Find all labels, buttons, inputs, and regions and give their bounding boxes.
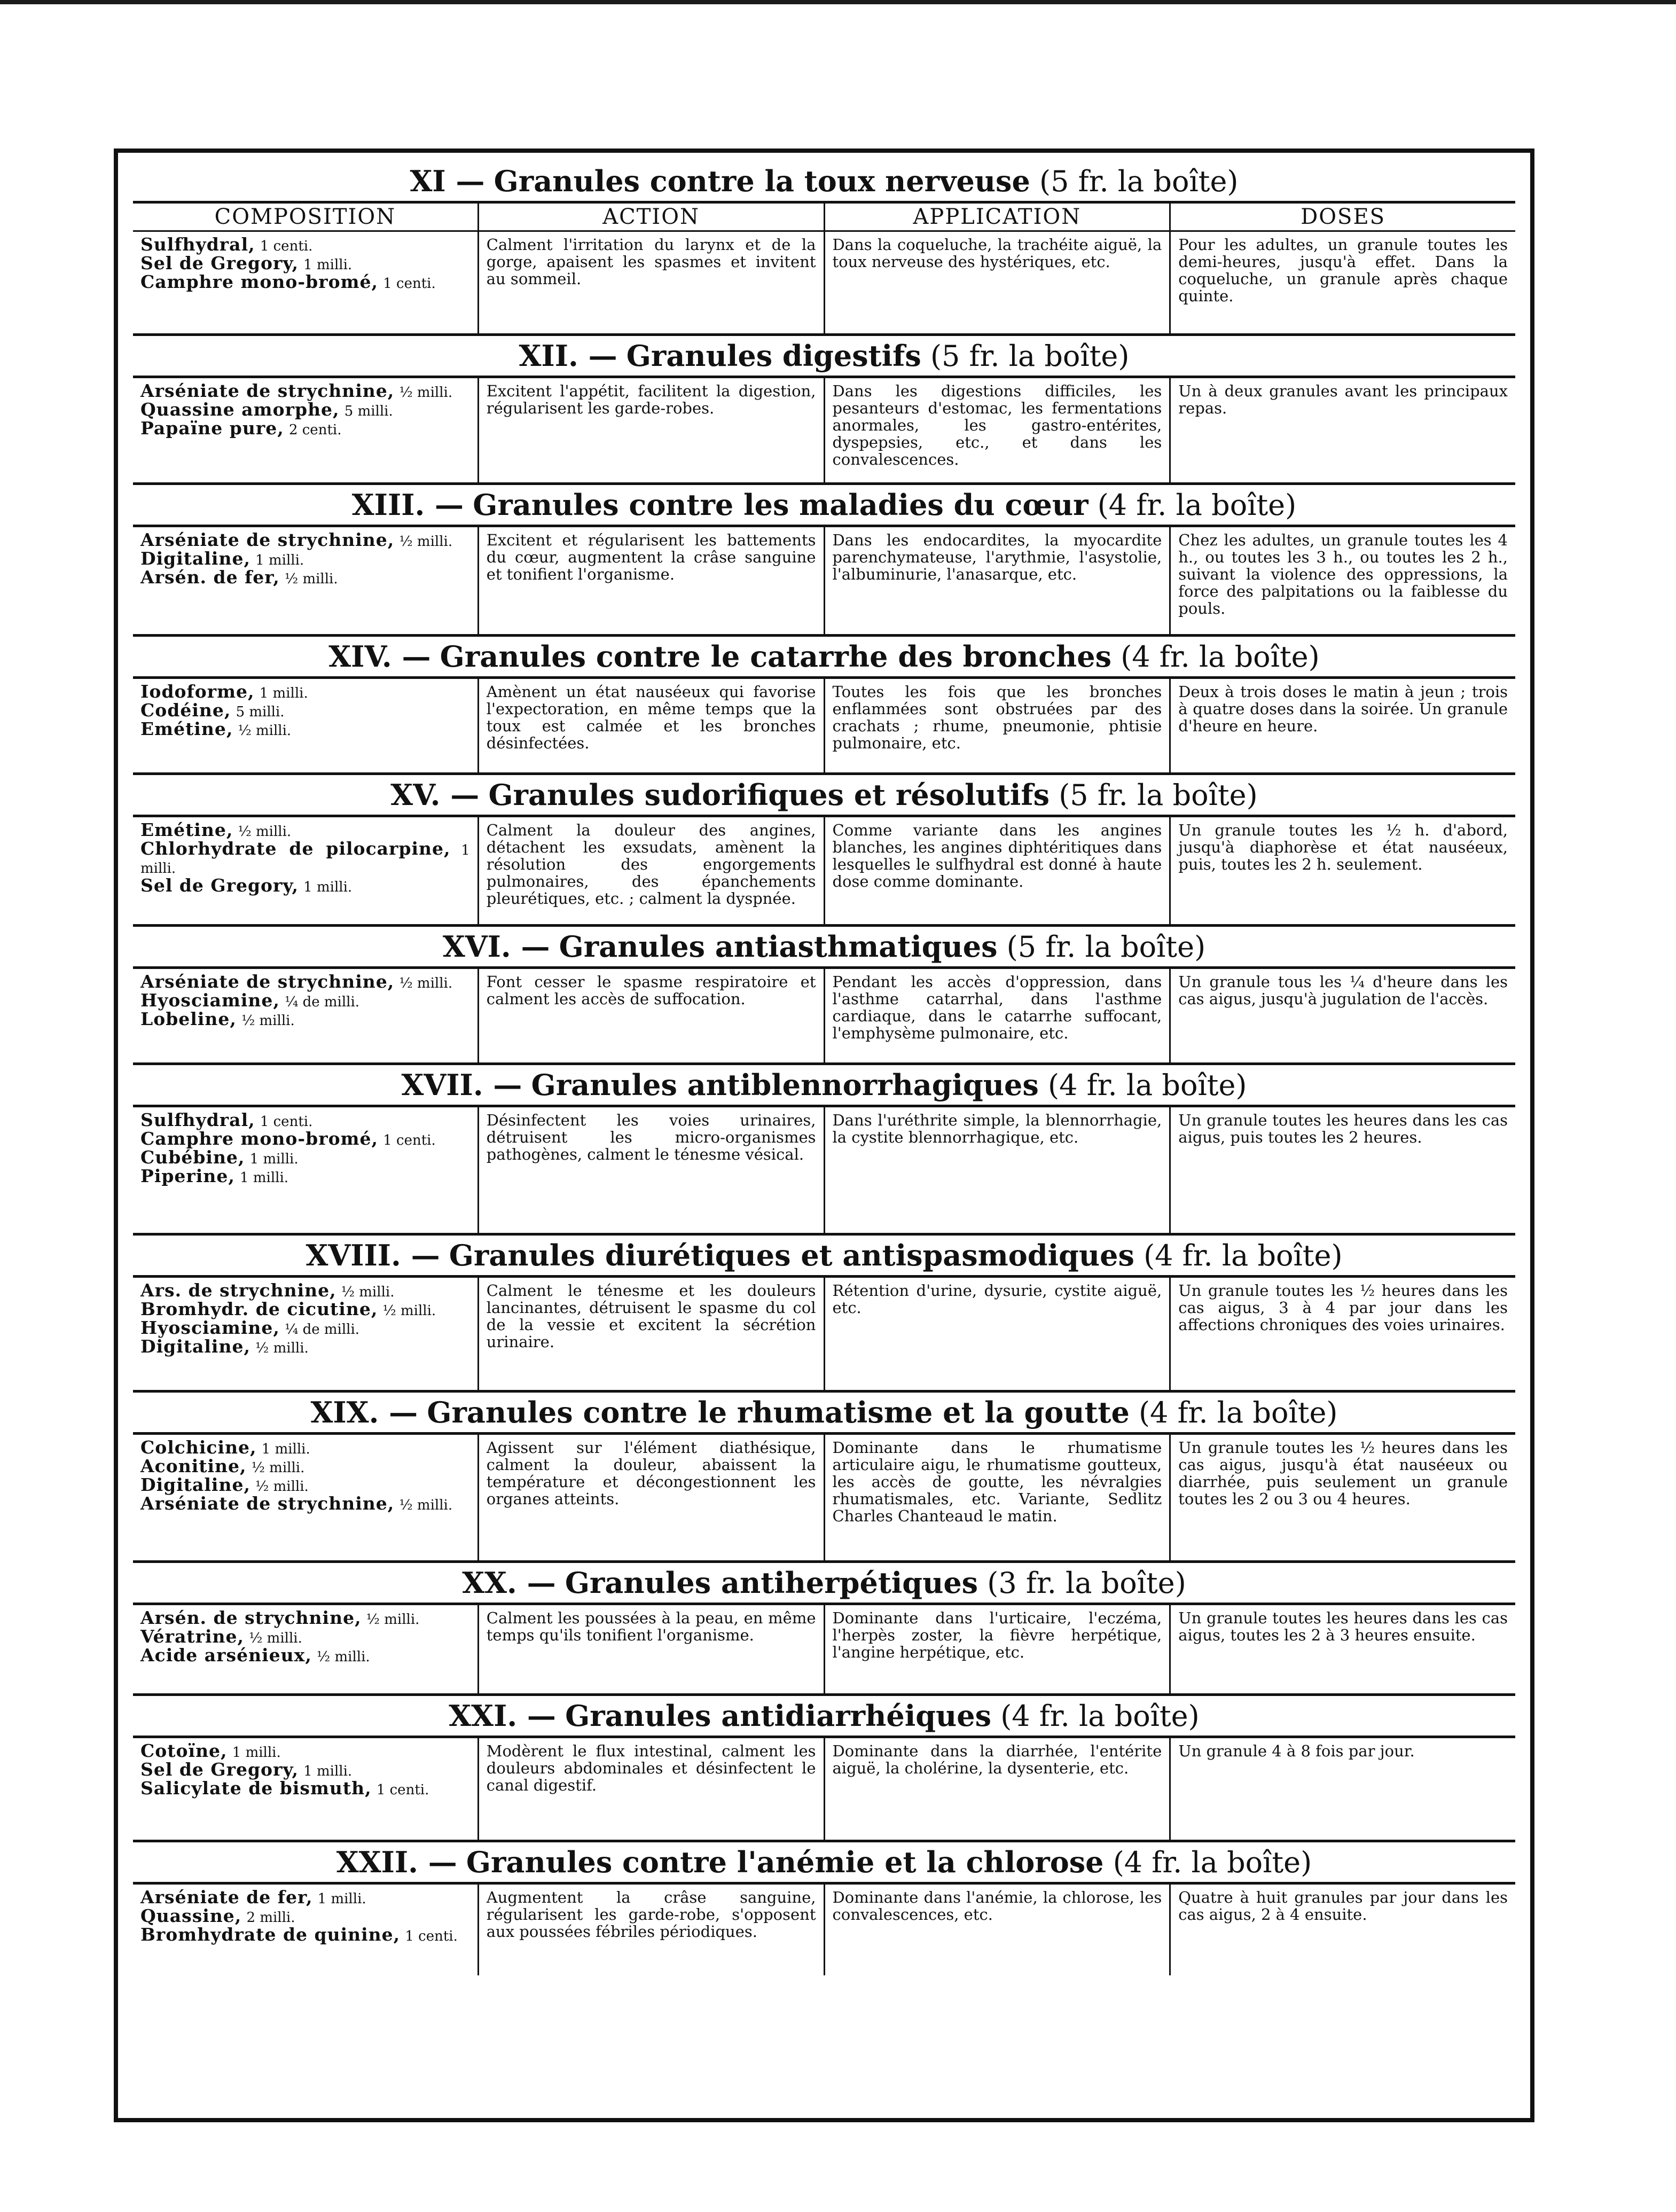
section-name: Granules antidiarrhéiques [565,1699,992,1733]
ingredient [140,382,470,401]
ingredient-name: Hyosciamine, [140,1317,280,1338]
action-cell: Modèrent le flux intestinal, calment les douleurs abdominales et désinfectent le canal digestif. [477,1738,824,1840]
ingredient [140,1282,470,1301]
ingredient-name: Sel de Gregory, [140,875,299,896]
application-cell: Rétention d'urine, dysurie, cystite aiguë, etc. [824,1278,1170,1390]
ingredient [140,1889,470,1908]
application-cell: Dominante dans l'anémie, la chlorose, les convalescences, etc. [824,1885,1170,1975]
section-grid [133,1435,1515,1563]
ingredient [140,1905,470,1926]
ingredient-dose: ¼ de milli. [285,1322,360,1338]
ingredient-name: Arséniate de strychnine, [140,971,395,992]
section-name: Granules antiblennorrhagiques [531,1068,1039,1102]
composition-cell [133,969,477,1062]
ingredient [140,1109,470,1130]
ingredient-dose: ½ milli. [249,1630,302,1646]
ingredient-dose: ½ milli. [251,1460,305,1476]
ingredient-name: Piperine, [140,1166,235,1186]
ingredient [140,420,470,439]
action-cell: Calment l'irritation du larynx et de la gorge, apaisent les spasmes et invitent au sommeil. [477,232,824,333]
section-number: XIV. — [328,639,431,674]
composition-cell [133,378,477,482]
ingredient-dose: 1 milli. [303,1763,353,1779]
ingredient [140,840,470,877]
ingredient-dose: ½ milli. [238,824,292,840]
ingredient-dose: ½ milli. [366,1612,420,1628]
ingredient-name: Sulfhydral, [140,1109,255,1130]
ingredient-name: Iodoforme, [140,681,255,702]
ingredient [140,683,470,702]
ingredient-name: Arséniate de fer, [140,1887,313,1908]
ingredient-dose: 1 centi. [383,1132,436,1148]
ingredient-name: Cotoïne, [140,1740,228,1761]
granule-section [133,1236,1515,1393]
action-cell: Augmentent la crâse sanguine, régularisent les garde-robe, s'opposent aux poussées fébriles périodiques. [477,1885,824,1975]
section-name: Granules contre les maladies du cœur [473,488,1088,522]
section-price: (4 fr. la boîte) [1121,640,1320,674]
section-title [133,1393,1515,1435]
section-price: (4 fr. la boîte) [1113,1846,1312,1879]
ingredient-dose: ½ milli. [382,1303,436,1319]
ingredient [140,1458,470,1476]
ingredient [140,531,470,550]
ingredient-dose: 1 milli. [240,1170,289,1186]
ingredient-name: Emétine, [140,819,233,840]
ingredient [140,1319,470,1338]
ingredient [140,1926,470,1945]
ingredient [140,550,470,569]
section-price: (5 fr. la boîte) [1059,778,1258,812]
application-cell: Dans la coqueluche, la trachéite aiguë, la toux nerveuse des hystériques, etc. [824,232,1170,333]
section-number: XXII. — [336,1845,457,1879]
ingredient-dose: ½ milli. [341,1284,395,1300]
column-header-row [133,204,1515,232]
section-number: XVII. — [401,1068,522,1102]
composition-cell [133,1605,477,1693]
ingredient-name: Aconitine, [140,1456,247,1476]
ingredient-dose: ½ milli. [255,1340,309,1356]
ingredient-dose: 1 milli. [140,842,470,877]
action-cell: Excitent et régularisent les battements du cœur, augmentent la crâse sanguine et tonifient l'organisme. [477,527,824,634]
ingredient-dose: 1 milli. [261,1441,310,1457]
ingredient-dose: ½ milli. [399,1497,453,1513]
doses-cell: Un granule toutes les heures dans les cas aigus, puis toutes les 2 heures. [1169,1107,1515,1233]
doses-cell: Un granule toutes les heures dans les cas aigus, toutes les 2 à 3 heures ensuite. [1169,1605,1515,1693]
ingredient-name: Vératrine, [140,1626,244,1647]
action-cell: Agissent sur l'élément diathésique, calment la douleur, abaissent la température et décongestionnent les organes atteints. [477,1435,824,1560]
ingredient-name: Quassine amorphe, [140,399,340,420]
ingredient-name: Emétine, [140,718,233,739]
doses-cell: Un à deux granules avant les principaux repas. [1169,378,1515,482]
ingredient [140,401,470,420]
ingredient-name: Sulfhydral, [140,234,255,255]
ingredient-name: Camphre mono-bromé, [140,271,379,292]
composition-cell [133,817,477,924]
ingredient [140,1495,470,1514]
ingredient-name: Acide arsénieux, [140,1645,312,1666]
ingredient-dose: ½ milli. [238,723,292,739]
section-name: Granules contre le catarrhe des bronches [440,639,1112,674]
application-cell: Pendant les accès d'oppression, dans l'asthme catarrhal, dans l'asthme cardiaque, dans le catarrhe suffocant, l'emphysème pulmonaire, etc. [824,969,1170,1062]
composition-cell [133,1107,477,1233]
composition-cell [133,1885,477,1975]
column-header: DOSES [1169,204,1515,230]
section-title [133,1065,1515,1107]
ingredient [140,718,470,739]
granule-section [133,1393,1515,1563]
section-name: Granules contre le rhumatisme et la goutte [427,1395,1130,1429]
ingredient [140,1301,470,1319]
top-rule [0,0,1676,4]
section-number: XX. — [462,1566,556,1600]
composition-cell [133,232,477,333]
granule-section [133,336,1515,485]
ingredient-name: Colchicine, [140,1437,257,1458]
section-grid [133,817,1515,927]
application-cell: Dans les digestions difficiles, les pesanteurs d'estomac, les fermentations anormales, les gastro-entérites, dyspepsies, etc., et dans les convalescences. [824,378,1170,482]
ingredient-dose: 1 centi. [376,1782,429,1798]
granule-section [133,927,1515,1065]
ingredient-dose: ½ milli. [399,385,453,401]
ingredient-dose: 1 centi. [405,1928,458,1944]
ingredient [140,1742,470,1761]
ingredient-name: Arsén. de strychnine, [140,1607,362,1628]
section-name: Granules digestifs [626,339,921,373]
doses-cell: Un granule toutes les ½ heures dans les cas aigus, jusqu'à état nauséeux ou diarrhée, puis seulement un granule toutes les 2 ou 3 ou 4 heures. [1169,1435,1515,1560]
ingredient-name: Chlorhydrate de pilocarpine, [140,838,451,859]
ingredient-name: Codéine, [140,700,231,721]
ingredient-dose: 1 centi. [260,238,313,254]
ingredient [140,236,470,255]
ingredient [140,569,470,588]
ingredient-dose: ½ milli. [399,975,453,991]
section-grid [133,232,1515,336]
section-price: (4 fr. la boîte) [1138,1396,1338,1429]
composition-cell [133,1435,477,1560]
ingredient-dose: 1 milli. [232,1745,281,1761]
application-cell: Dominante dans le rhumatisme articulaire aigu, le rhumatisme goutteux, les accès de goutte, les névralgies rhumatismales, etc. Variante, Sedlitz Charles Chanteaud le matin. [824,1435,1170,1560]
ingredient-name: Digitaline, [140,1474,250,1495]
section-grid [133,527,1515,637]
doses-cell: Chez les adultes, un granule toutes les 4 h., ou toutes les 3 h., ou toutes les 2 h., suivant la violence des oppressions, la force des palpitations ou la faiblesse du pouls. [1169,527,1515,634]
ingredient-dose: ¼ de milli. [285,994,360,1010]
section-grid [133,1107,1515,1236]
ingredient-name: Hyosciamine, [140,990,280,1011]
ingredient-dose: ½ milli. [255,1479,309,1495]
section-price: (4 fr. la boîte) [1000,1699,1200,1733]
ingredient-name: Camphre mono-bromé, [140,1128,379,1149]
ingredient [140,973,470,992]
application-cell: Toutes les fois que les bronches enflammées sont obstruées par des crachats ; rhume, pneumonie, phtisie pulmonaire, etc. [824,679,1170,772]
section-grid [133,1738,1515,1842]
page-frame [114,148,1534,2122]
doses-cell: Deux à trois doses le matin à jeun ; trois à quatre doses dans la soirée. Un granule d'heure en heure. [1169,679,1515,772]
ingredient-dose: 5 milli. [344,403,393,419]
section-number: XV. — [390,778,480,812]
section-price: (3 fr. la boîte) [987,1566,1186,1600]
composition-cell [133,679,477,772]
ingredient [140,819,470,840]
action-cell: Font cesser le spasme respiratoire et calment les accès de suffocation. [477,969,824,1062]
section-title [133,1236,1515,1278]
ingredient-name: Arséniate de strychnine, [140,529,395,550]
ingredient [140,1609,470,1628]
doses-cell: Pour les adultes, un granule toutes les demi-heures, jusqu'à effet. Dans la coqueluche, un granule après chaque quinte. [1169,232,1515,333]
ingredient [140,1761,470,1780]
section-grid [133,378,1515,485]
granule-section [133,1065,1515,1236]
granule-section [133,775,1515,927]
ingredient [140,877,470,896]
action-cell: Désinfectent les voies urinaires, détruisent les micro-organismes pathogènes, calment le ténesme vésical. [477,1107,824,1233]
section-grid [133,679,1515,775]
ingredient [140,255,470,273]
ingredient-dose: 1 centi. [260,1114,313,1130]
section-number: XIX. — [310,1395,418,1429]
ingredient [140,273,470,292]
composition-cell [133,1738,477,1840]
section-title [133,485,1515,527]
section-name: Granules antiasthmatiques [559,929,998,964]
granule-section [133,161,1515,336]
ingredient-dose: ½ milli. [241,1013,295,1029]
ingredient-name: Lobeline, [140,1009,237,1029]
section-name: Granules diurétiques et antispasmodiques [449,1238,1134,1272]
ingredient-name: Bromhydrate de quinine, [140,1924,401,1945]
ingredient-name: Arséniate de strychnine, [140,1493,395,1514]
application-cell: Dans les endocardites, la myocardite parenchymateuse, l'arythmie, l'asystolie, l'albuminurie, l'anasarque, etc. [824,527,1170,634]
ingredient [140,1168,470,1186]
ingredient [140,1338,470,1357]
section-title [133,637,1515,679]
ingredient [140,702,470,721]
application-cell: Dominante dans l'urticaire, l'eczéma, l'herpès zoster, la fièvre herpétique, l'angine herpétique, etc. [824,1605,1170,1693]
section-grid [133,1885,1515,1975]
column-header: ACTION [477,204,824,230]
sections-container [133,161,1515,1975]
section-number: XVI. — [442,929,550,964]
section-title [133,1696,1515,1738]
ingredient-name: Digitaline, [140,1336,250,1357]
ingredient-name: Papaïne pure, [140,418,284,439]
application-cell: Dans l'uréthrite simple, la blennorrhagie, la cystite blennorrhagique, etc. [824,1107,1170,1233]
ingredient-name: Digitaline, [140,548,250,569]
action-cell: Calment les poussées à la peau, en même temps qu'ils tonifient l'organisme. [477,1605,824,1693]
ingredient-dose: 1 milli. [259,685,308,701]
ingredient [140,1628,470,1647]
section-price: (5 fr. la boîte) [930,339,1130,373]
granule-section [133,1563,1515,1696]
section-price: (4 fr. la boîte) [1048,1068,1247,1102]
ingredient [140,992,470,1011]
ingredient-name: Sel de Gregory, [140,253,299,273]
section-title [133,161,1515,204]
section-number: XXI. — [449,1699,556,1733]
ingredient-name: Salicylate de bismuth, [140,1778,372,1799]
section-price: (5 fr. la boîte) [1039,165,1239,198]
ingredient [140,1149,470,1168]
ingredient [140,1130,470,1149]
section-price: (5 fr. la boîte) [1006,930,1206,964]
ingredient-dose: 1 centi. [383,276,436,292]
ingredient-dose: 1 milli. [317,1891,366,1907]
section-title [133,336,1515,378]
ingredient-name: Sel de Gregory, [140,1759,299,1780]
ingredient [140,1439,470,1458]
ingredient-dose: 1 milli. [303,879,353,895]
ingredient-dose: ½ milli. [317,1649,370,1665]
section-number: XII. — [519,339,617,373]
ingredient-name: Cubébine, [140,1147,245,1168]
application-cell: Dominante dans la diarrhée, l'entérite aiguë, la cholérine, la dysenterie, etc. [824,1738,1170,1840]
section-number: XIII. — [351,488,464,522]
ingredient-dose: 1 milli. [303,257,353,273]
granule-section [133,485,1515,637]
action-cell: Calment le ténesme et les douleurs lancinantes, détruisent le spasme du col de la vessie et excitent la sécrétion urinaire. [477,1278,824,1390]
ingredient [140,1011,470,1029]
ingredient-name: Quassine, [140,1905,242,1926]
granule-section [133,637,1515,775]
doses-cell: Un granule tous les ¼ d'heure dans les cas aigus, jusqu'à jugulation de l'accès. [1169,969,1515,1062]
ingredient-name: Arsén. de fer, [140,567,280,588]
composition-cell [133,527,477,634]
section-grid [133,969,1515,1065]
ingredient [140,1476,470,1495]
ingredient-name: Bromhydr. de cicutine, [140,1299,378,1319]
ingredient-name: Ars. de strychnine, [140,1280,336,1301]
section-grid [133,1278,1515,1393]
ingredient-dose: 2 centi. [288,422,342,438]
doses-cell: Un granule toutes les ½ heures dans les cas aigus, 3 à 4 par jour dans les affections chroniques des voies urinaires. [1169,1278,1515,1390]
application-cell: Comme variante dans les angines blanches, les angines diphtéritiques dans lesquelles le sulfhydral est donné à haute dose comme dominante. [824,817,1170,924]
doses-cell: Un granule 4 à 8 fois par jour. [1169,1738,1515,1840]
section-title [133,1842,1515,1885]
ingredient-dose: ½ milli. [284,571,338,587]
granule-section [133,1842,1515,1975]
section-price: (4 fr. la boîte) [1097,488,1297,522]
action-cell: Excitent l'appétit, facilitent la digestion, régularisent les garde-robes. [477,378,824,482]
section-title [133,927,1515,969]
section-name: Granules contre la toux nerveuse [494,164,1030,198]
section-price: (4 fr. la boîte) [1144,1239,1343,1272]
action-cell: Calment la douleur des angines, détachent les exsudats, amènent la résolution des engorgements pulmonaires, des épanchements pleurétiques, etc. ; calment la dyspnée. [477,817,824,924]
section-title [133,1563,1515,1605]
section-name: Granules contre l'anémie et la chlorose [466,1845,1104,1879]
ingredient [140,1780,470,1799]
ingredient [140,1647,470,1666]
column-header: APPLICATION [824,204,1170,230]
doses-cell: Quatre à huit granules par jour dans les cas aigus, 2 à 4 ensuite. [1169,1885,1515,1975]
column-header: COMPOSITION [214,205,396,229]
doses-cell: Un granule toutes les ½ h. d'abord, jusqu'à diaphorèse et état nauséeux, puis, toutes les 2 h. seulement. [1169,817,1515,924]
section-name: Granules sudorifiques et résolutifs [488,778,1050,812]
ingredient-dose: 1 milli. [255,552,304,568]
ingredient-dose: 1 milli. [249,1151,299,1167]
ingredient-name: Arséniate de strychnine, [140,380,395,401]
section-number: XVIII. — [306,1238,440,1272]
ingredient-dose: 2 milli. [246,1910,295,1926]
action-cell: Amènent un état nauséeux qui favorise l'expectoration, en même temps que la toux est calmée et les bronches désinfectées. [477,679,824,772]
section-grid [133,1605,1515,1696]
section-title [133,775,1515,817]
composition-cell [133,1278,477,1390]
ingredient-dose: 5 milli. [236,704,285,720]
ingredient-dose: ½ milli. [399,534,453,550]
section-name: Granules antiherpétiques [565,1566,978,1600]
section-number: XI — [410,164,485,198]
granule-section [133,1696,1515,1842]
